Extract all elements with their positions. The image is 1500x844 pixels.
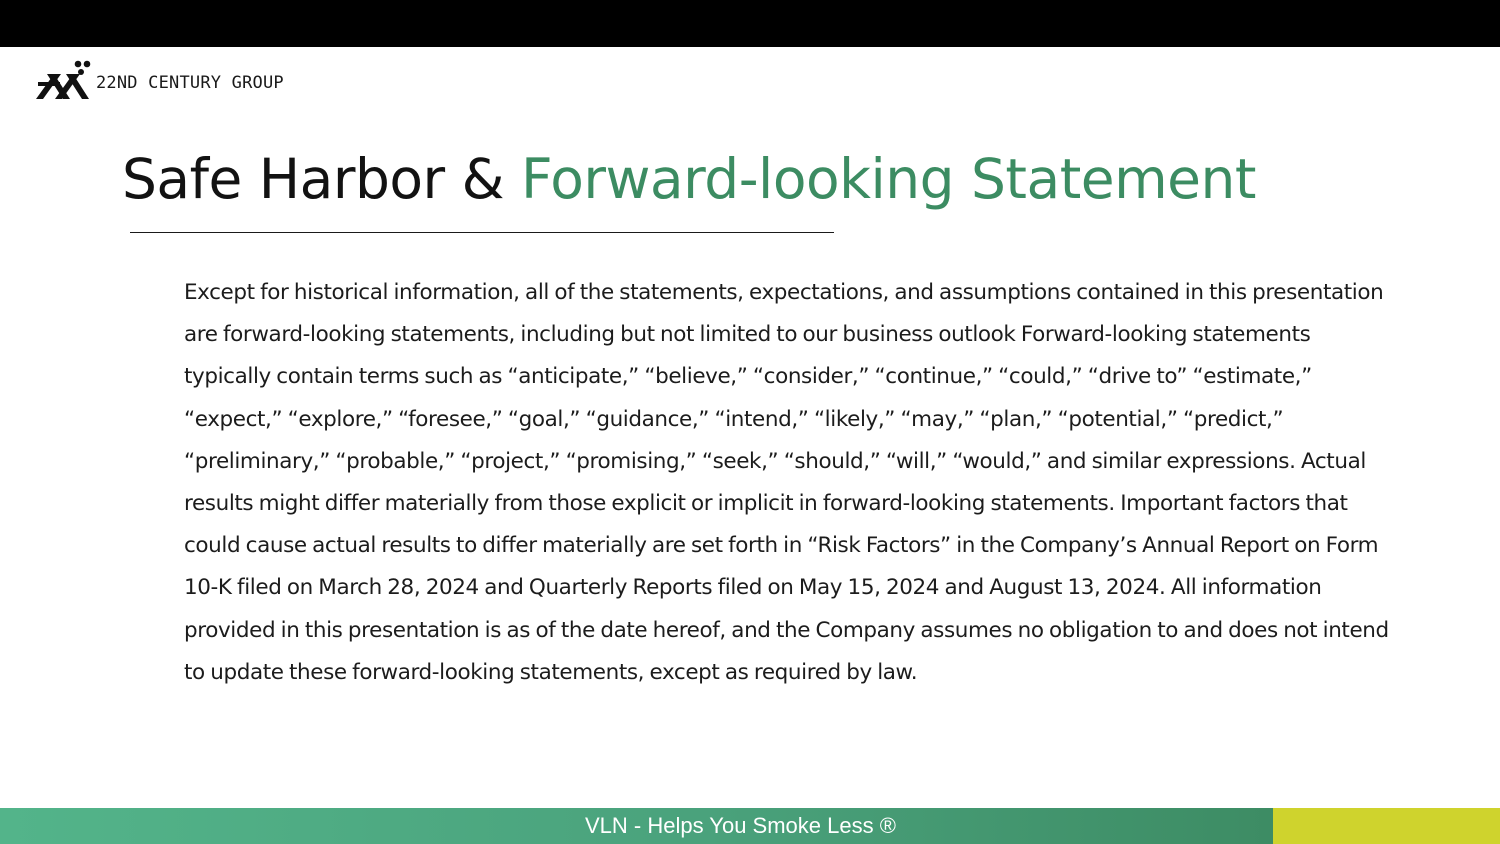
safe-harbor-paragraph: Except for historical information, all of the statements, expectations, and assumptions contained in this presentation are forward-looking statements, including but not limited to our business outlook Forward-looking statements typically contain terms such as “anticipate,” “believe,” “consider,” “continue,” “could,” “drive to” “estimate,” “expect,” “explore,” “foresee,” “goal,” “guidance,” “intend,” “likely,” “may,” “plan,” “potential,” “predict,” “preliminary,” “probable,” “project,” “promising,” “seek,” “should,” “will,” “would,” and similar expressions. Actual results might differ materially from those explicit or implicit in forward-looking statements. Important factors that could cause actual results to differ materially are set forth in “Risk Factors” in the Company’s Annual Report on Form 10-K filed on March 28, 2024 and Quarterly Reports filed on May 15, 2024 and August 13, 2024. All information provided in this presentation is as of the date hereof, and the Company assumes no obligation to and does not intend to update these forward-looking statements, except as required by law. xyxy=(184,280,1389,685)
slide-title xyxy=(122,144,1256,214)
top-bar xyxy=(0,0,1500,47)
company-name: 22ND CENTURY GROUP xyxy=(96,73,284,93)
footer-green-band xyxy=(0,808,1273,844)
title-text-dark: Safe Harbor & xyxy=(122,147,522,211)
footer-tagline: VLN - Helps You Smoke Less ® xyxy=(585,813,896,838)
title-divider xyxy=(130,232,834,233)
title-text-green: Forward-looking Statement xyxy=(521,147,1256,211)
footer-yellow-band xyxy=(1273,808,1500,844)
company-logo xyxy=(34,58,284,102)
22nd-century-logo-icon xyxy=(34,58,94,102)
footer-bar xyxy=(0,808,1500,844)
